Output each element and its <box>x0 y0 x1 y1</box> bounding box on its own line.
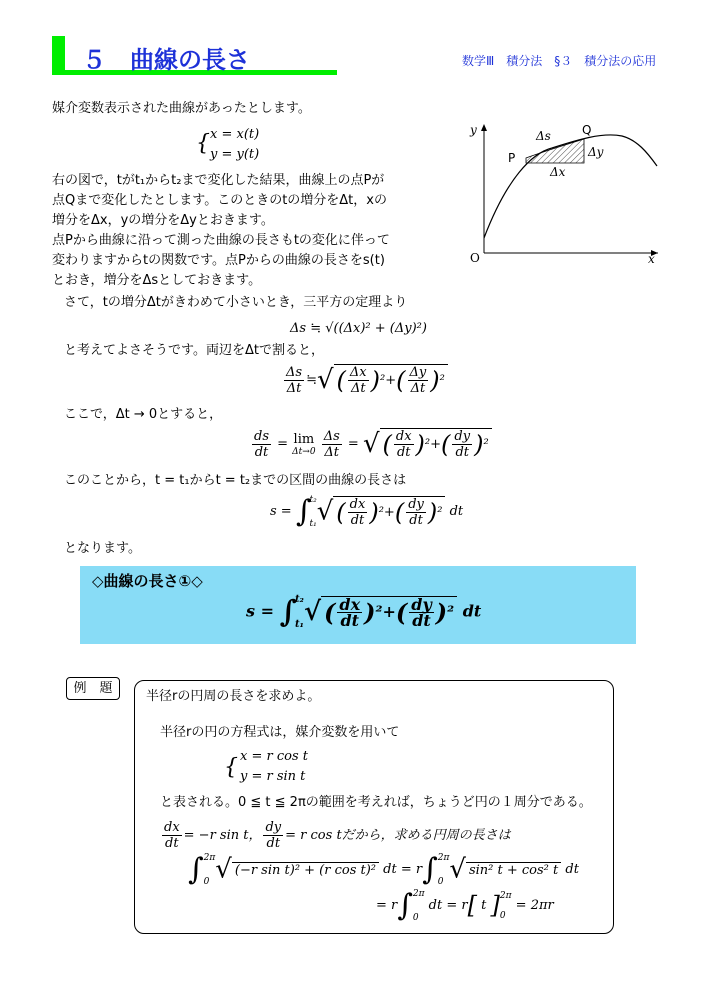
label-x: x <box>648 252 655 263</box>
system-eq-y: y = y(t) <box>210 147 260 162</box>
curve-figure <box>462 118 662 263</box>
formula-box-title: ◇曲線の長さ①◇ <box>92 572 203 590</box>
equation-integral: s = ∫ t₂ t₁ √ ( $\frac{dx}{dt}$ )²+( $\frac{dy}{dt}$ )² dt <box>270 494 464 529</box>
paragraph-line: 点Pから曲線に沿って測った曲線の長さもtの変化に伴って <box>52 233 390 248</box>
example-line: 半径rの円の方程式は，媒介変数を用いて <box>160 725 400 740</box>
equation-limit: $\frac{ds}{dt}$ = lim Δt→0 $\frac{\Delta s}{\Delta t}$ = √ ( $\frac{dx}{dt}$ )²+( $\frac{dy}{dt}$ )² <box>250 428 492 460</box>
label-ds: Δs <box>536 129 551 143</box>
intro-line: 媒介変数表示された曲線があったとします。 <box>52 101 311 116</box>
example-eq-x: x = r cos t <box>240 749 308 764</box>
paragraph-line: さて，tの増分Δtがきわめて小さいとき，三平方の定理より <box>64 295 408 310</box>
example-line: と表される。0 ≦ t ≦ 2πの範囲を考えれば，ちょうど円の１周分である。 <box>160 795 592 810</box>
example-integral-line2: = r∫ 2π 0 dt = r[ t ] 2π 0 = 2πr <box>376 888 554 923</box>
label-q: Q <box>582 123 592 137</box>
example-result: 2πr <box>530 898 554 913</box>
derivative-x-text: = −r sin t， <box>183 827 262 843</box>
paragraph-line: このことから，t = t₁からt = t₂までの区間の曲線の長さは <box>64 473 407 488</box>
equation-ds-dt: $\frac{\Delta s}{\Delta t}$ ≒√ ( $\frac{\Delta x}{\Delta t}$ )²+( $\frac{\Delta y}{\Delta t}$ )² <box>282 364 448 396</box>
example-integral-line1: ∫ 2π 0 √ (−r sin t)² + (r cos t)² dt = r∫ 2π 0 √ sin² t + cos² t dt <box>188 852 579 887</box>
paragraph-line: と考えてよさそうです。両辺をΔtで割ると， <box>64 343 324 358</box>
y-axis-arrow-icon <box>481 124 487 131</box>
example-tag: 例 題 <box>66 677 120 700</box>
label-p: P <box>508 151 516 165</box>
delta-triangle <box>526 139 584 163</box>
equation-delta-s: Δs ≒ √((Δx)² + (Δy)²) <box>290 321 427 336</box>
label-y: y <box>470 123 477 137</box>
formula-box-equation: s = ∫ t₂ t₁ √ ( $\frac{dx}{dt}$ )²+( $\frac{dy}{dt}$ )² dt <box>246 594 482 630</box>
paragraph-line: 点Qまで変化したとします。このときのtの増分をΔt，xの <box>52 193 387 208</box>
example-system-brace: { <box>224 755 238 780</box>
paragraph-line: ここで，Δt → 0とすると， <box>64 407 223 422</box>
label-origin: O <box>470 251 480 263</box>
title-accent-bar <box>52 36 65 74</box>
derivative-y-text: = r cos tだから，求める円周の長さは <box>285 827 511 843</box>
paragraph-line: 変わりますからtの関数です。点Pからの曲線の長さをs(t) <box>52 253 385 268</box>
paragraph-line: 右の図で，tがt₁からt₂まで変化した結果，曲線上の点Pが <box>52 173 385 188</box>
paragraph-line: とおき，増分をΔsとしておきます。 <box>52 273 262 288</box>
system-eq-x: x = x(t) <box>210 127 260 142</box>
system-brace: { <box>196 131 210 156</box>
label-dy: Δy <box>588 145 604 159</box>
subject-breadcrumb: 数学Ⅲ 積分法 §３ 積分法の応用 <box>462 54 657 68</box>
example-question: 半径rの円周の長さを求めよ。 <box>146 689 321 704</box>
example-eq-y: y = r sin t <box>240 769 306 784</box>
paragraph-line: 増分をΔx，yの増分をΔyとおきます。 <box>52 213 274 228</box>
label-dx: Δx <box>550 165 566 179</box>
example-derivatives: $\frac{dx}{dt}$ = −r sin t， $\frac{dy}{dt}$ = r cos tだから，求める円周の長さは <box>164 820 511 851</box>
page-title: ５ 曲線の長さ <box>82 46 250 74</box>
paragraph-line: となります。 <box>64 541 141 556</box>
